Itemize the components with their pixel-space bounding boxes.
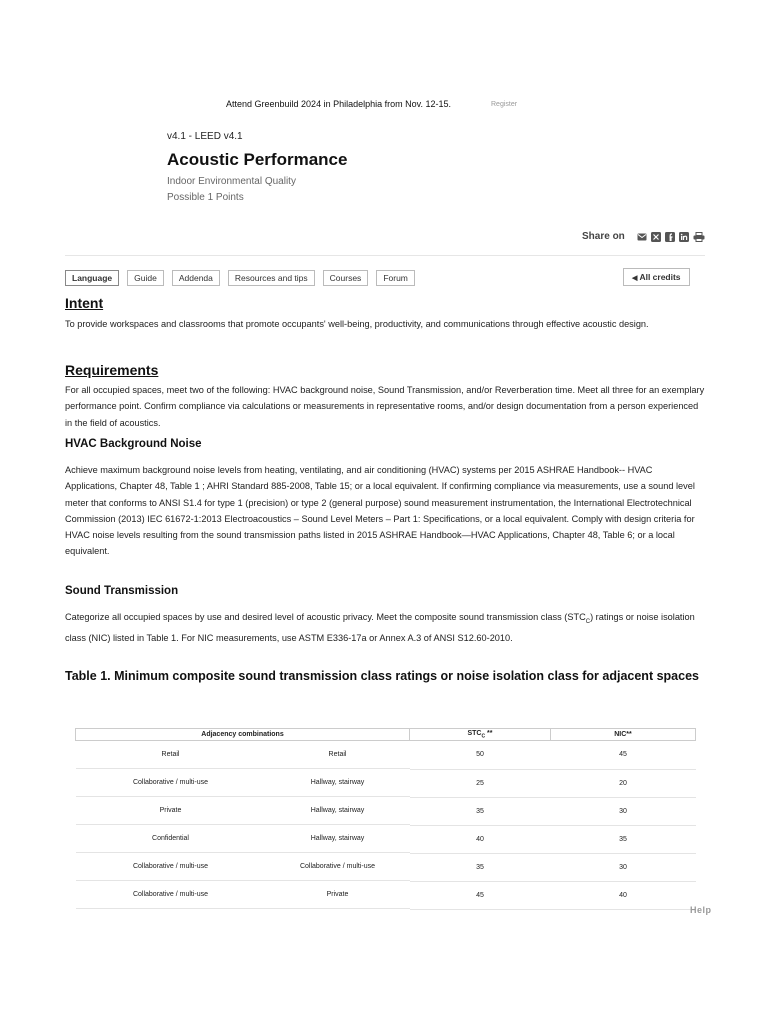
requirements-heading: Requirements bbox=[65, 362, 159, 378]
table-header-row bbox=[76, 729, 696, 741]
tab-courses[interactable]: Courses bbox=[323, 270, 369, 286]
cell-nic: 40 bbox=[551, 881, 696, 909]
tab-resources-and-tips[interactable]: Resources and tips bbox=[228, 270, 315, 286]
header-stc-text: STC bbox=[467, 729, 482, 737]
table-row bbox=[76, 825, 696, 853]
cell-space-b: Retail bbox=[328, 751, 347, 758]
sound-text-sub: C bbox=[585, 618, 591, 625]
cell-stc: 45 bbox=[410, 881, 551, 909]
cell-space-a: Collaborative / multi-use bbox=[132, 863, 209, 870]
header-stc bbox=[410, 729, 551, 741]
cell-stc: 40 bbox=[410, 825, 551, 853]
cell-space-b: Hallway, stairway bbox=[310, 807, 365, 814]
banner-message: Attend Greenbuild 2024 in Philadelphia from Nov. 12-15. bbox=[226, 99, 451, 109]
share-bar bbox=[582, 231, 705, 242]
cell-nic: 30 bbox=[551, 797, 696, 825]
table-row bbox=[76, 769, 696, 797]
hvac-text: Achieve maximum background noise levels from heating, ventilating, and air conditioning (HVAC) systems per 2015 ASHRAE Handbook-- HVAC Applications, Chapter 48, Table 1 ; AHRI Standard 885-2008, Table 15; or a local equivalent. If confirming compliance via measurements, use a sound level meter that conforms to ANSI S1.4 for type 1 (precision) or type 2 (general purpose) sound measurement instrumentation, the International Electrotechnical Commission (2013) IEC 61672-1:2013 Electroacoustics – Sound Level Meters – Part 1: Specifications, or a local equivalent. Comply with design criteria for HVAC noise levels resulting from the sound transmission paths listed in 2015 ASHRAE Handbook—HVAC Applications, Chapter 48, Table 6; or a local equivalent. bbox=[65, 465, 695, 557]
cell-adjacency bbox=[76, 853, 410, 881]
table-row bbox=[76, 741, 696, 770]
twitter-icon[interactable] bbox=[651, 232, 661, 242]
header-stc-suffix: ** bbox=[485, 729, 493, 737]
facebook-icon[interactable] bbox=[665, 232, 675, 242]
sound-text bbox=[65, 609, 705, 646]
cell-nic: 20 bbox=[551, 769, 696, 797]
cell-space-b: Hallway, stairway bbox=[310, 835, 365, 842]
print-icon[interactable] bbox=[693, 232, 705, 242]
credit-version: v4.1 - LEED v4.1 bbox=[167, 131, 243, 142]
cell-stc: 35 bbox=[410, 797, 551, 825]
cell-nic: 45 bbox=[551, 741, 696, 770]
cell-space-a: Collaborative / multi-use bbox=[132, 891, 209, 898]
cell-space-b: Collaborative / multi-use bbox=[299, 863, 376, 870]
stc-table bbox=[75, 728, 696, 910]
sound-heading: Sound Transmission bbox=[65, 585, 179, 597]
cell-adjacency bbox=[76, 881, 410, 909]
sound-text-part-2: ) ratings or noise isolation class (NIC) listed in Table 1. For NIC measurements, use ASTM E336-17a or Annex A.3 of ANSI S12.60-2010. bbox=[65, 612, 695, 644]
table-row bbox=[76, 853, 696, 881]
divider bbox=[65, 255, 705, 256]
cell-nic: 35 bbox=[551, 825, 696, 853]
cell-adjacency bbox=[76, 825, 410, 853]
header-adjacency: Adjacency combinations bbox=[76, 729, 410, 741]
hvac-heading: HVAC Background Noise bbox=[65, 438, 202, 450]
credit-points: Possible 1 Points bbox=[167, 192, 244, 203]
cell-adjacency bbox=[76, 797, 410, 825]
credit-category: Indoor Environmental Quality bbox=[167, 176, 296, 187]
back-arrow-icon: ◀ bbox=[632, 275, 638, 282]
table-title: Table 1. Minimum composite sound transmission class ratings or noise isolation class for adjacent spaces bbox=[65, 669, 699, 683]
register-link[interactable]: Register bbox=[491, 101, 518, 108]
help-button[interactable]: Help bbox=[690, 905, 712, 915]
share-label: Share on bbox=[582, 231, 625, 242]
requirements-text: For all occupied spaces, meet two of the following: HVAC background noise, Sound Transmission, and/or Reverberation time. Meet all three for an exemplary performance point. Confirm compliance via calculations or measurements in representative rooms, and/or design documentation from a person experienced in the field of acoustics. bbox=[65, 385, 705, 428]
cell-stc: 35 bbox=[410, 853, 551, 881]
cell-stc: 50 bbox=[410, 741, 551, 770]
cell-space-a: Collaborative / multi-use bbox=[132, 779, 209, 786]
header-nic: NIC** bbox=[551, 729, 696, 741]
cell-adjacency bbox=[76, 769, 410, 797]
all-credits-button[interactable] bbox=[623, 268, 690, 286]
tab-guide[interactable]: Guide bbox=[127, 270, 164, 286]
cell-nic: 30 bbox=[551, 853, 696, 881]
tab-addenda[interactable]: Addenda bbox=[172, 270, 220, 286]
cell-space-b: Hallway, stairway bbox=[310, 779, 365, 786]
tab-language[interactable]: Language bbox=[65, 270, 119, 286]
table-row bbox=[76, 797, 696, 825]
header-stc-sub: C bbox=[481, 733, 486, 740]
credit-tabs bbox=[65, 270, 415, 286]
cell-stc: 25 bbox=[410, 769, 551, 797]
intent-heading: Intent bbox=[65, 295, 104, 311]
all-credits-label: All credits bbox=[639, 272, 681, 282]
table-body bbox=[76, 741, 696, 910]
event-banner bbox=[0, 99, 768, 113]
linkedin-icon[interactable] bbox=[679, 232, 689, 242]
email-icon[interactable] bbox=[637, 232, 647, 242]
cell-space-a: Retail bbox=[161, 751, 180, 758]
table-row bbox=[76, 881, 696, 909]
cell-space-a: Private bbox=[159, 807, 182, 814]
page-title: Acoustic Performance bbox=[167, 150, 348, 169]
cell-adjacency bbox=[76, 741, 410, 769]
intent-text: To provide workspaces and classrooms that promote occupants' well-being, productivity, and communications through effective acoustic design. bbox=[65, 319, 649, 329]
tab-forum[interactable]: Forum bbox=[376, 270, 415, 286]
sound-text-part-1: Categorize all occupied spaces by use and desired level of acoustic privacy. Meet the composite sound transmission class (STC bbox=[65, 612, 586, 622]
cell-space-a: Confidential bbox=[152, 835, 189, 842]
cell-space-b: Private bbox=[326, 891, 349, 898]
